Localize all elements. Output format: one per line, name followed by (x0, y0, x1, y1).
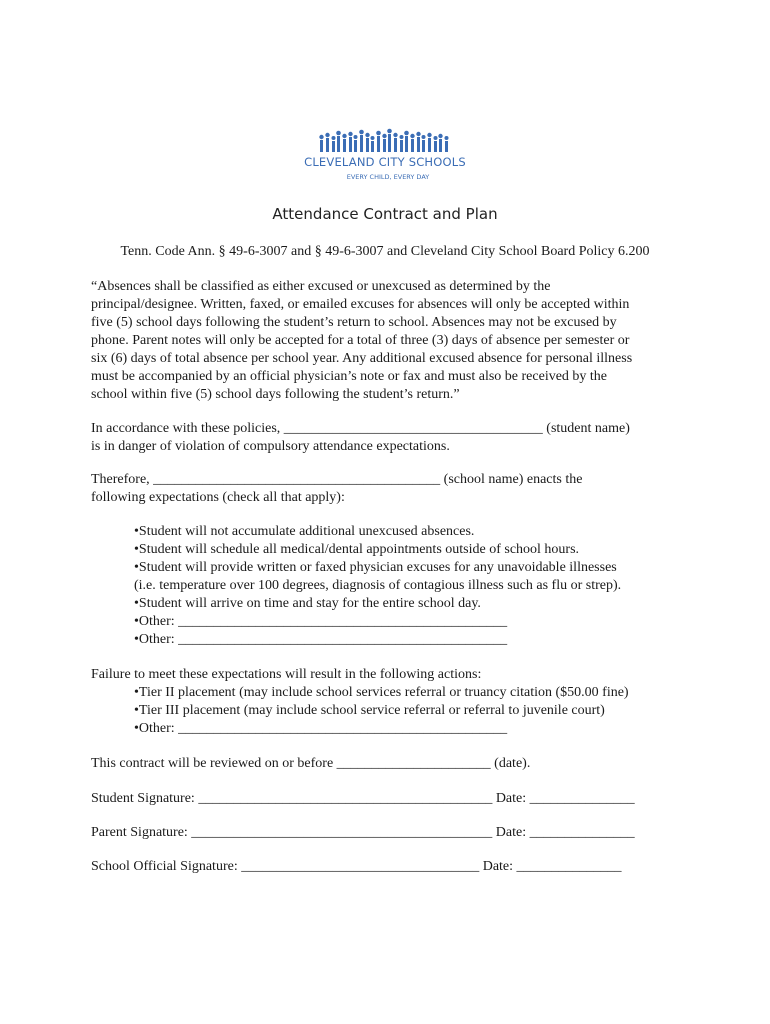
policy-quote-line: school within five (5) school days following the student’s return.” (91, 387, 460, 402)
expectation-item[interactable]: •Student will arrive on time and stay for the entire school day. (134, 596, 481, 611)
expectation-item-continued: (i.e. temperature over 100 degrees, diagnosis of contagious illness such as flu or strep). (134, 578, 622, 593)
review-date-field[interactable]: This contract will be reviewed on or before ______________________ (date). (91, 756, 531, 771)
policy-quote-line: six (6) days of total absence per school year. Any additional excused absence for personal illness (91, 351, 633, 366)
logo-name: CLEVELAND CITY SCHOOLS (304, 155, 466, 169)
accordance-text: is in danger of violation of compulsory attendance expectations. (91, 439, 450, 454)
action-item: •Tier II placement (may include school services referral or truancy citation ($50.00 fine) (134, 685, 629, 700)
parent-signature-field[interactable]: Parent Signature: ___________________________________________ Date: _______________ (91, 825, 635, 840)
expectation-other-field[interactable]: •Other: _______________________________________________ (134, 614, 508, 629)
school-logo-graphic (300, 126, 470, 184)
failure-intro: Failure to meet these expectations will result in the following actions: (91, 667, 482, 682)
children-silhouette-icon (319, 129, 448, 152)
policy-quote-line: phone. Parent notes will only be accepted for a total of three (3) days of absence per semester or (91, 333, 630, 348)
policy-quote-line: five (5) school days following the student’s return to school. Absences may not be excused by (91, 315, 617, 330)
expectation-item[interactable]: •Student will schedule all medical/dental appointments outside of school hours. (134, 542, 580, 557)
expectation-item[interactable]: •Student will not accumulate additional unexcused absences. (134, 524, 475, 539)
legal-citation: Tenn. Code Ann. § 49-6-3007 and § 49-6-3007 and Cleveland City School Board Policy 6.200 (120, 244, 650, 259)
therefore-text: following expectations (check all that apply): (91, 490, 345, 505)
policy-quote-line: principal/designee. Written, faxed, or emailed excuses for absences will only be accepted within (91, 297, 630, 312)
expectation-other-field[interactable]: •Other: _______________________________________________ (134, 632, 508, 647)
student-name-field[interactable]: In accordance with these policies, _____________________________________ (student name) (91, 421, 630, 436)
action-item: •Tier III placement (may include school service referral or referral to juvenile court) (134, 703, 605, 718)
school-name-field[interactable]: Therefore, _________________________________________ (school name) enacts the (91, 472, 583, 487)
student-signature-field[interactable]: Student Signature: __________________________________________ Date: _______________ (91, 791, 635, 806)
action-other-field[interactable]: •Other: _______________________________________________ (134, 721, 508, 736)
expectation-item[interactable]: •Student will provide written or faxed physician excuses for any unavoidable illnesses (134, 560, 617, 575)
policy-quote-line: must be accompanied by an official physician’s note or fax and must also be received by the (91, 369, 608, 384)
policy-quote-line: “Absences shall be classified as either excused or unexcused as determined by the (91, 279, 551, 294)
school-official-signature-field[interactable]: School Official Signature: __________________________________ Date: _______________ (91, 859, 622, 874)
document-title: Attendance Contract and Plan (272, 205, 498, 223)
logo-tagline: EVERY CHILD, EVERY DAY (346, 173, 430, 181)
school-logo (300, 126, 470, 184)
